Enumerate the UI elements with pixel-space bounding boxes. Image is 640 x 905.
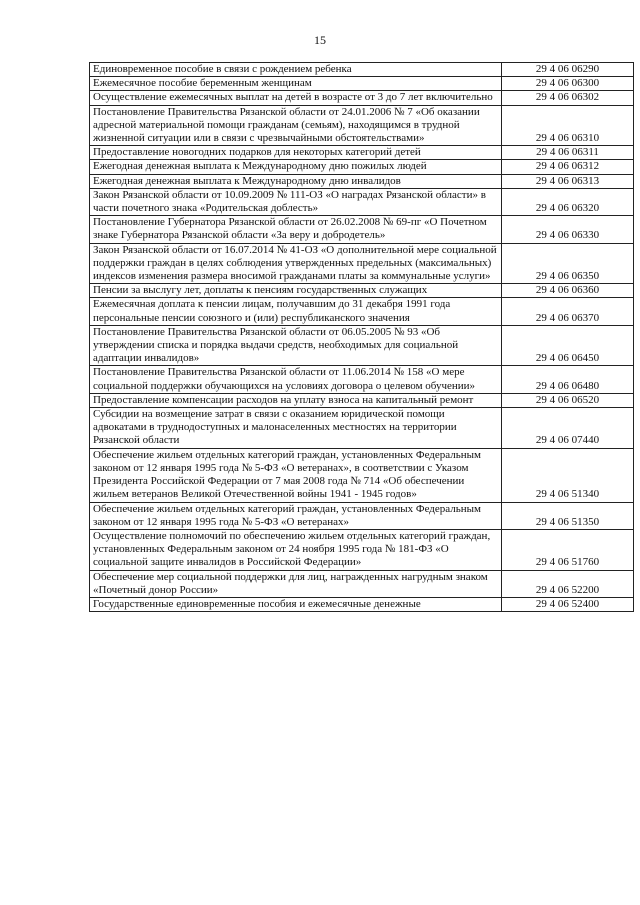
- table-row: [90, 174, 634, 188]
- table-row: [90, 393, 634, 407]
- row-code: 29 4 06 06450: [502, 325, 634, 366]
- table-row: [90, 188, 634, 215]
- row-description: Ежемесячная доплата к пенсии лицам, получавшим до 31 декабря 1991 года персональные пенсии союзного и (или) республиканского значения: [90, 298, 502, 325]
- row-code: 29 4 06 06480: [502, 366, 634, 393]
- row-code: 29 4 06 06302: [502, 91, 634, 105]
- table-row: [90, 448, 634, 502]
- table-row: [90, 408, 634, 449]
- row-code: 29 4 06 06310: [502, 105, 634, 146]
- table-row: [90, 529, 634, 570]
- row-description: Ежегодная денежная выплата к Международному дню инвалидов: [90, 174, 502, 188]
- table-row: [90, 243, 634, 284]
- table-row: [90, 91, 634, 105]
- row-code: 29 4 06 51340: [502, 448, 634, 502]
- row-code: 29 4 06 06320: [502, 188, 634, 215]
- table-row: [90, 298, 634, 325]
- row-code: 29 4 06 06313: [502, 174, 634, 188]
- table-row: [90, 105, 634, 146]
- row-description: Постановление Правительства Рязанской области от 24.01.2006 № 7 «Об оказании адресной материальной помощи гражданам (семьям), находящимся в трудной жизненной ситуации или в связи с чрезвычайными обстоятельствами»: [90, 105, 502, 146]
- row-code: 29 4 06 06350: [502, 243, 634, 284]
- row-code: 29 4 06 06290: [502, 63, 634, 77]
- row-description: Обеспечение мер социальной поддержки для лиц, награжденных нагрудным знаком «Почетный донор России»: [90, 570, 502, 597]
- row-description: Постановление Правительства Рязанской области от 06.05.2005 № 93 «Об утверждении списка и порядка выдачи средств, необходимых для социальной адаптации инвалидов»: [90, 325, 502, 366]
- row-code: 29 4 06 51760: [502, 529, 634, 570]
- row-description: Субсидии на возмещение затрат в связи с оказанием юридической помощи адвокатами в труднодоступных и малонаселенных местностях на территории Рязанской области: [90, 408, 502, 449]
- row-code: 29 4 06 06520: [502, 393, 634, 407]
- table-row: [90, 160, 634, 174]
- row-code: 29 4 06 06300: [502, 77, 634, 91]
- row-code: 29 4 06 06360: [502, 284, 634, 298]
- table-row: [90, 502, 634, 529]
- row-code: 29 4 06 06370: [502, 298, 634, 325]
- table-row: [90, 597, 634, 611]
- row-description: Обеспечение жильем отдельных категорий граждан, установленных Федеральным законом от 12 января 1995 года № 5-ФЗ «О ветеранах»: [90, 502, 502, 529]
- row-code: 29 4 06 07440: [502, 408, 634, 449]
- table-row: [90, 77, 634, 91]
- table-row: [90, 146, 634, 160]
- row-description: Осуществление полномочий по обеспечению жильем отдельных категорий граждан, установленных Федеральным законом от 24 ноября 1995 года № 181-ФЗ «О социальной защите инвалидов в Российской Федерации»: [90, 529, 502, 570]
- table-row: [90, 325, 634, 366]
- row-description: Пенсии за выслугу лет, доплаты к пенсиям государственных служащих: [90, 284, 502, 298]
- row-description: Предоставление новогодних подарков для некоторых категорий детей: [90, 146, 502, 160]
- table-row: [90, 366, 634, 393]
- row-description: Обеспечение жильем отдельных категорий граждан, установленных Федеральным законом от 12 января 1995 года № 5-ФЗ «О ветеранах», в соответствии с Указом Президента Российской Федерации от 7 мая 2008 года № 714 «Об обеспечении жильем ветеранов Великой Отечественной войны 1941 - 1945 годов»: [90, 448, 502, 502]
- row-description: Государственные единовременные пособия и ежемесячные денежные: [90, 597, 502, 611]
- row-description: Закон Рязанской области от 16.07.2014 № 41-ОЗ «О дополнительной мере социальной поддержки граждан в целях соблюдения утвержденных предельных (максимальных) индексов изменения размера вносимой гражданами платы за коммунальные услуги»: [90, 243, 502, 284]
- table-row: [90, 63, 634, 77]
- row-code: 29 4 06 06311: [502, 146, 634, 160]
- table-row: [90, 216, 634, 243]
- row-code: 29 4 06 06312: [502, 160, 634, 174]
- row-code: 29 4 06 51350: [502, 502, 634, 529]
- row-description: Постановление Правительства Рязанской области от 11.06.2014 № 158 «О мере социальной поддержки обучающихся на условиях договора о целевом обучении»: [90, 366, 502, 393]
- row-description: Ежемесячное пособие беременным женщинам: [90, 77, 502, 91]
- row-description: Осуществление ежемесячных выплат на детей в возрасте от 3 до 7 лет включительно: [90, 91, 502, 105]
- table-row: [90, 570, 634, 597]
- budget-codes-table: [89, 62, 634, 612]
- row-description: Предоставление компенсации расходов на уплату взноса на капитальный ремонт: [90, 393, 502, 407]
- row-code: 29 4 06 52400: [502, 597, 634, 611]
- page-number: 15: [314, 33, 326, 47]
- row-code: 29 4 06 52200: [502, 570, 634, 597]
- row-description: Закон Рязанской области от 10.09.2009 № 111-ОЗ «О наградах Рязанской области» в части почетного знака «Родительская доблесть»: [90, 188, 502, 215]
- row-description: Единовременное пособие в связи с рождением ребенка: [90, 63, 502, 77]
- row-code: 29 4 06 06330: [502, 216, 634, 243]
- row-description: Постановление Губернатора Рязанской области от 26.02.2008 № 69-пг «О Почетном знаке Губернатора Рязанской области «За веру и добродетель»: [90, 216, 502, 243]
- table-row: [90, 284, 634, 298]
- row-description: Ежегодная денежная выплата к Международному дню пожилых людей: [90, 160, 502, 174]
